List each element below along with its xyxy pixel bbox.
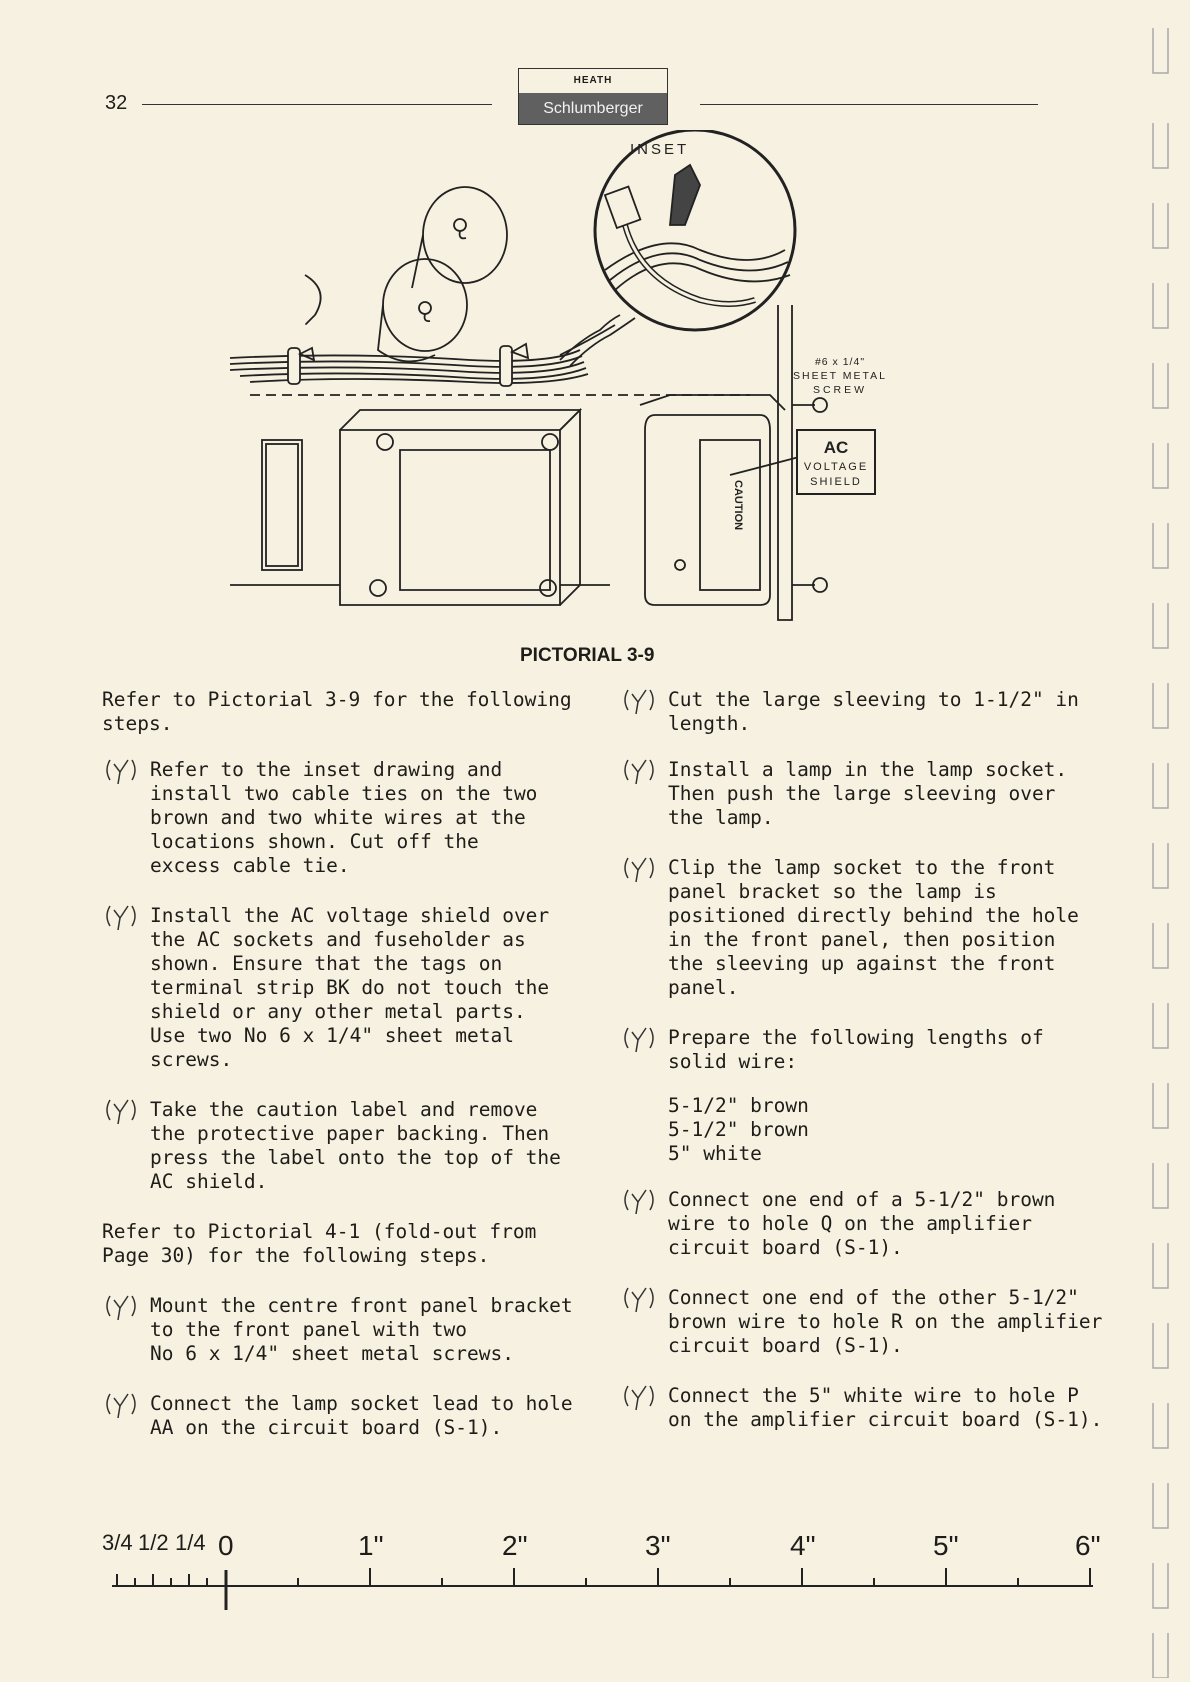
ruler-label: 3" — [645, 1530, 671, 1561]
step-text: Connect one end of a 5-1/2" brown wire to hole Q on the amplifier circuit board (S-1). — [668, 1188, 1056, 1259]
binder-holes — [1148, 18, 1178, 1678]
logo-top-text: HEATH — [573, 75, 613, 86]
screw-label-line-3: SCREW — [812, 384, 868, 396]
inset-label: INSET — [630, 141, 690, 158]
ruler-label: 1/2 — [138, 1530, 169, 1555]
step-text: Prepare the following lengths of solid wire: — [668, 1026, 1044, 1073]
logo-bottom-text: Schlumberger — [519, 93, 667, 124]
intro-paragraph-2: Refer to Pictorial 4-1 (fold-out from Page 30) for the following steps. — [102, 1220, 537, 1267]
pictorial-caption: PICTORIAL 3-9 — [520, 645, 655, 666]
step-text: Take the caution label and remove the protective paper backing. Then press the label onto the top of the AC shield. — [150, 1098, 561, 1193]
step-text: Connect the 5" white wire to hole P on the amplifier circuit board (S-1). — [668, 1384, 1103, 1431]
shield-label-line-3: SHIELD — [810, 476, 862, 488]
step-text: Connect one end of the other 5-1/2" brown wire to hole R on the amplifier circuit board (S-1). — [668, 1286, 1103, 1357]
step-text: Refer to the inset drawing and install two cable ties on the two brown and two white wires at the locations shown. Cut off the excess cable tie. — [150, 758, 538, 877]
ruler-label: 4" — [790, 1530, 816, 1561]
step-text: Mount the centre front panel bracket to the front panel with two No 6 x 1/4" sheet metal screws. — [150, 1294, 573, 1365]
step-text: Install the AC voltage shield over the AC sockets and fuseholder as shown. Ensure that the tags on terminal strip BK do not touch the shield or any other metal parts. Use two No 6 x 1/4" sheet metal screws. — [150, 904, 550, 1071]
screw-label-line-2: SHEET METAL — [793, 370, 887, 382]
ruler-label: 0 — [218, 1530, 234, 1561]
caution-label: CAUTION — [732, 480, 744, 531]
wire-list: 5-1/2" brown 5-1/2" brown 5" white — [668, 1094, 809, 1165]
ruler-label: 1" — [358, 1530, 384, 1561]
shield-label-line-1: AC — [823, 438, 849, 457]
step-text: Install a lamp in the lamp socket. Then push the large sleeving over the lamp. — [668, 758, 1068, 829]
ruler-label: 5" — [933, 1530, 959, 1561]
step-text: Connect the lamp socket lead to hole AA on the circuit board (S-1). — [150, 1392, 573, 1439]
shield-label-line-2: VOLTAGE — [803, 461, 869, 473]
ruler-ticks — [117, 1568, 1090, 1586]
ruler-label: 1/4 — [175, 1530, 206, 1555]
intro-paragraph-1: Refer to Pictorial 3-9 for the following steps. — [102, 688, 572, 735]
page-number: 32 — [105, 92, 128, 114]
step-text: Cut the large sleeving to 1-1/2" in length. — [668, 688, 1079, 735]
screw-label-line-1: #6 x 1/4" — [814, 356, 866, 368]
ruler-label: 2" — [502, 1530, 528, 1561]
step-text: Clip the lamp socket to the front panel bracket so the lamp is positioned directly behind the hole in the front panel, then position the sleeving up against the front panel. — [668, 856, 1079, 999]
ruler-label: 6" — [1075, 1530, 1101, 1561]
ruler-label: 3/4 — [102, 1530, 133, 1555]
